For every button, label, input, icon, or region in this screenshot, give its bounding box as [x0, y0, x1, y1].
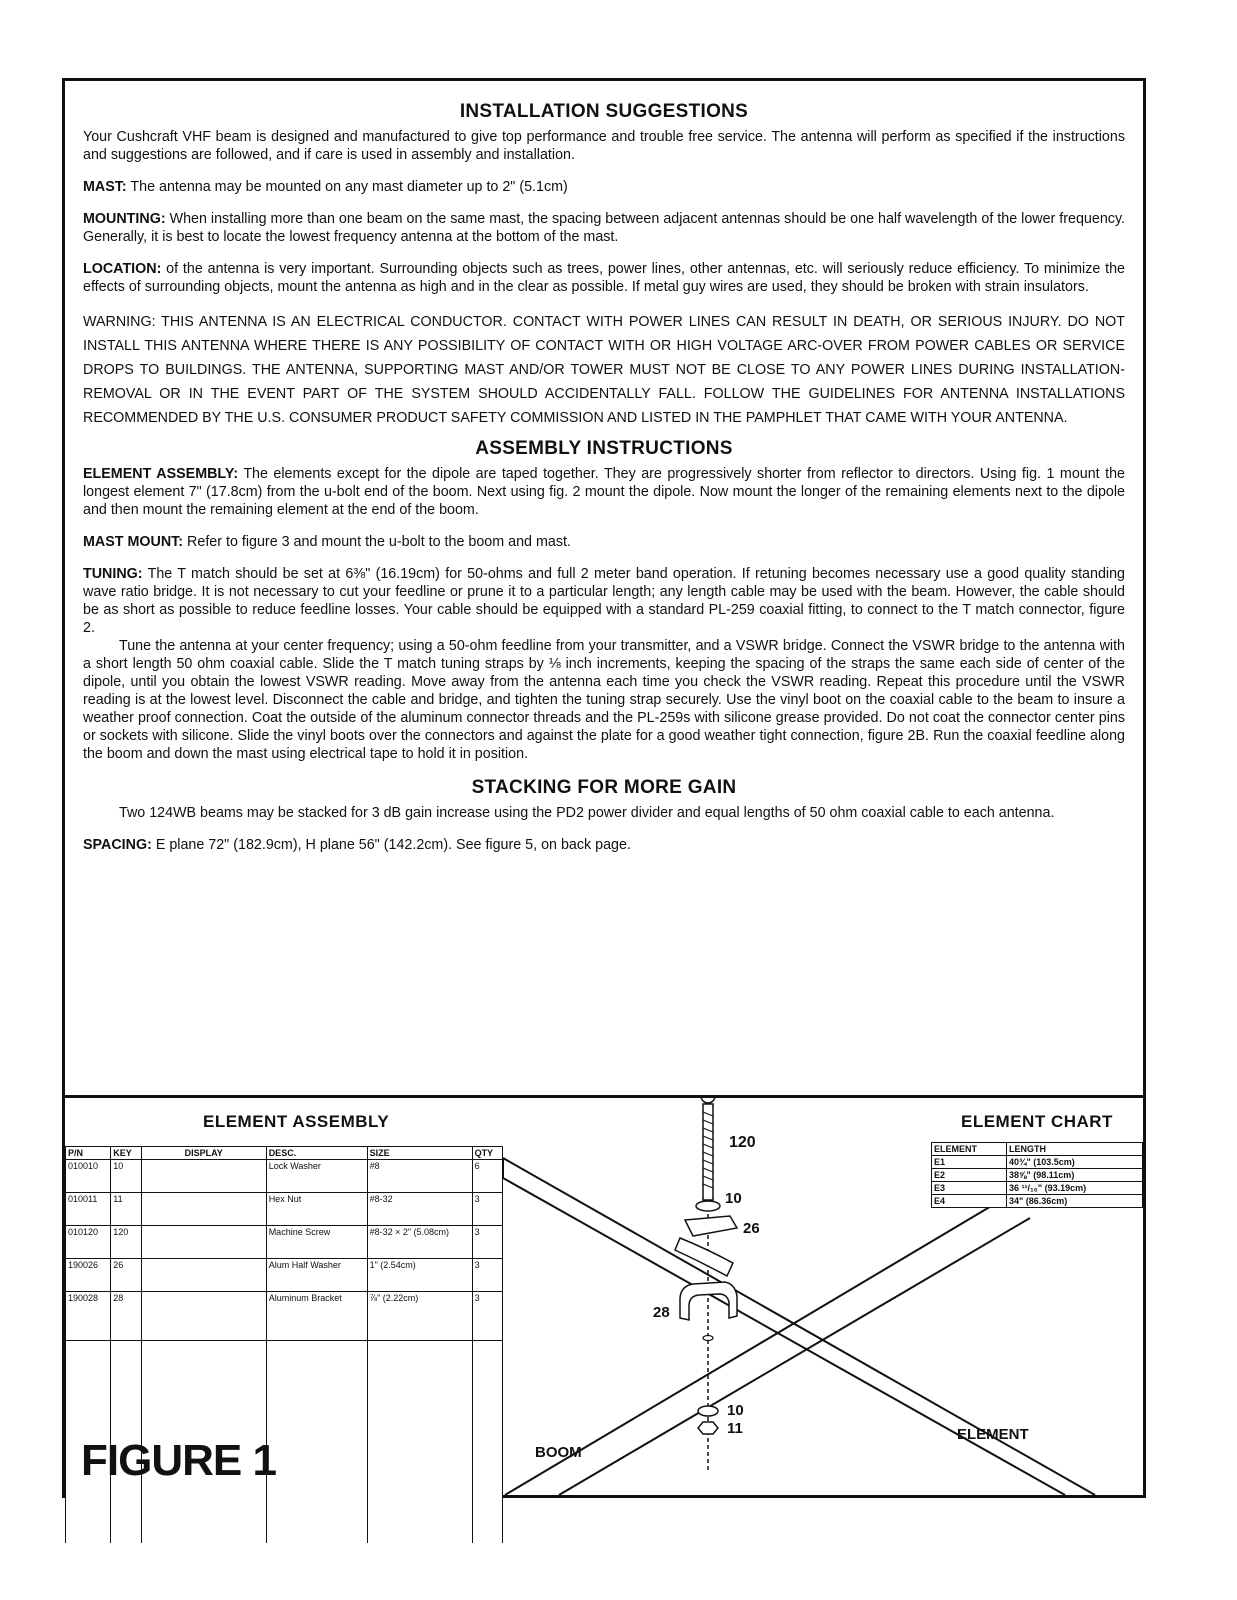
col-qty: QTY: [472, 1147, 502, 1160]
element-assembly-text: The elements except for the dipole are taped together. They are progressively shorter from reflector to directors. Using fig. 1 mount the longest element 7" (17.8cm) from the u-bolt end of the boom. Next using fig. 2 mount the dipole. Now mount the longer of the remaining elements next to the dipole and then mount the remaining element at the end of the boom.: [83, 466, 1125, 518]
pn-cell: 190028: [66, 1292, 111, 1341]
mounting-paragraph: [83, 210, 1125, 246]
qty-cell: 3: [472, 1226, 502, 1259]
mast-mount-text: Refer to figure 3 and mount the u-bolt to the boom and mast.: [183, 534, 571, 550]
element-cell: E4: [932, 1195, 1007, 1208]
half-washer-drawing: [685, 1216, 737, 1236]
qty-cell: 3: [472, 1292, 502, 1341]
boom-drawing: [505, 1205, 1030, 1495]
key-cell: 11: [111, 1193, 141, 1226]
lower-nut-drawing: [698, 1422, 718, 1434]
tuning-text: The T match should be set at 6⅜" (16.19cm) for 50-ohms and full 2 meter band operation. If retuning becomes necessary use a good quality standing wave ratio bridge. It is not necessary to cut your feedline or prune it to a particular length; any length cable may be used with the beam. However, the cable should be as short as possible to reduce feedline losses. Your cable should be equipped with a standard PL-259 coaxial fitting, to connect to the T match connector, figure 2.: [83, 566, 1125, 636]
table-row: [932, 1156, 1143, 1169]
table-row: [932, 1182, 1143, 1195]
spacing-text: E plane 72" (182.9cm), H plane 56" (142.2cm). See figure 5, on back page.: [151, 837, 631, 853]
callout-11: 11: [727, 1420, 743, 1437]
display-cell: [141, 1226, 266, 1259]
desc-cell: Aluminum Bracket: [266, 1292, 367, 1341]
figure-title: FIGURE 1: [81, 1436, 276, 1485]
col-length: LENGTH: [1007, 1143, 1143, 1156]
parts-table-header: [66, 1147, 503, 1160]
key-cell: 26: [111, 1259, 141, 1292]
display-cell: [141, 1160, 266, 1193]
mounting-label: MOUNTING:: [83, 211, 166, 227]
size-cell: ⅞" (2.22cm): [367, 1292, 472, 1341]
pn-cell: 010120: [66, 1226, 111, 1259]
callout-10-lower: 10: [727, 1402, 744, 1419]
spacing-label: SPACING:: [83, 837, 152, 853]
callout-26: 26: [743, 1220, 760, 1237]
mast-text: The antenna may be mounted on any mast diameter up to 2" (5.1cm): [126, 179, 568, 195]
figure-panel: [65, 1098, 1143, 1495]
location-text: of the antenna is very important. Surrounding objects such as trees, power lines, other antennas, etc. will seriously reduce efficiency. To minimize the effects of surrounding objects, mount the antenna as high and in the clear as possible. If metal guy wires are used, they should be broken with strain insulators.: [83, 261, 1125, 295]
col-desc: DESC.: [266, 1147, 367, 1160]
stacking-title: STACKING FOR MORE GAIN: [471, 777, 737, 798]
display-cell: [141, 1259, 266, 1292]
pn-cell: 190026: [66, 1259, 111, 1292]
tuning-paragraph-2: Tune the antenna at your center frequency; using a 50-ohm feedline from your transmitter, and a VSWR bridge. Connect the VSWR bridge to the antenna with a short length 50 ohm coaxial cable. Slide the T match tuning straps by ⅛ inch increments, keeping the spacing of the straps the same each side of center of the dipole, until you obtain the lowest VSWR reading. Move away from the antenna each time you check the VSWR reading. Repeat this procedure until the VSWR reading is at the lowest level. Disconnect the cable and bridge, and tighten the tuning strap securely. Use the vinyl boot on the coaxial cable to the beam to insure a weather proof connection. Coat the outside of the aluminum connector threads and the PL-259s with silicone grease provided. Do not coat the connector center pins or sockets with silicone. Slide the vinyl boots over the connectors and against the plate for a good weather tight connection, figure 2B. Run the coaxial feedline along the boom and down the mast using electrical tape to hold it in position.: [83, 638, 1125, 762]
qty-cell: 6: [472, 1160, 502, 1193]
table-row: [66, 1292, 503, 1341]
size-cell: #8-32 × 2" (5.08cm): [367, 1226, 472, 1259]
element-assembly-title: ELEMENT ASSEMBLY: [203, 1112, 390, 1131]
mast-mount-label: MAST MOUNT:: [83, 534, 184, 550]
tuning-label: TUNING:: [83, 566, 143, 582]
element-cell: E2: [932, 1169, 1007, 1182]
table-row: [932, 1169, 1143, 1182]
assembly-title: ASSEMBLY INSTRUCTIONS: [475, 438, 733, 459]
mast-paragraph: [83, 178, 1125, 196]
display-cell: [141, 1292, 266, 1341]
key-cell: 120: [111, 1226, 141, 1259]
mast-label: MAST:: [83, 179, 127, 195]
stacking-paragraph: Two 124WB beams may be stacked for 3 dB gain increase using the PD2 power divider and equal lengths of 50 ohm coaxial cable to each antenna.: [119, 805, 1055, 821]
location-label: LOCATION:: [83, 261, 162, 277]
qty-cell: 3: [472, 1193, 502, 1226]
document-frame: [62, 78, 1146, 1498]
col-size: SIZE: [367, 1147, 472, 1160]
element-chart-table: [931, 1142, 1143, 1208]
callout-120: 120: [729, 1134, 756, 1151]
mounting-text: When installing more than one beam on the same mast, the spacing between adjacent antennas should be one half wavelength of the lower frequency. Generally, it is best to locate the lowest frequency antenna at the bottom of the mast.: [83, 211, 1125, 245]
tuning-paragraph: [83, 565, 1125, 637]
desc-cell: Hex Nut: [266, 1193, 367, 1226]
element-assembly-paragraph: [83, 465, 1125, 519]
length-cell: 40¾" (103.5cm): [1007, 1156, 1143, 1169]
lower-washer-drawing: [698, 1406, 718, 1416]
chart-table-header: [932, 1143, 1143, 1156]
location-paragraph: [83, 260, 1125, 296]
spacing-paragraph: [83, 836, 1125, 854]
length-cell: 34" (86.36cm): [1007, 1195, 1143, 1208]
callout-10-upper: 10: [725, 1190, 742, 1207]
col-element: ELEMENT: [932, 1143, 1007, 1156]
element-assembly-label: ELEMENT ASSEMBLY:: [83, 466, 239, 482]
callout-28: 28: [653, 1304, 670, 1321]
size-cell: 1" (2.54cm): [367, 1259, 472, 1292]
lower-hole-drawing: [703, 1336, 713, 1341]
table-row: [66, 1259, 503, 1292]
element-cell: E1: [932, 1156, 1007, 1169]
table-row: [66, 1160, 503, 1193]
desc-cell: Machine Screw: [266, 1226, 367, 1259]
element-sleeve-drawing: [675, 1238, 733, 1276]
washer-drawing: [696, 1201, 720, 1211]
boom-label: BOOM: [535, 1444, 582, 1461]
element-label: ELEMENT: [957, 1426, 1029, 1443]
warning-paragraph: WARNING: THIS ANTENNA IS AN ELECTRICAL CONDUCTOR. CONTACT WITH POWER LINES CAN RESULT IN DEATH, OR SERIOUS INJURY. DO NOT INSTALL THIS ANTENNA WHERE THERE IS ANY POSSIBILITY OF CONTACT WITH OR HIGH VOLTAGE ARC-OVER FROM POWER CABLES OR SERVICE DROPS TO BUILDINGS. THE ANTENNA, SUPPORTING MAST AND/OR TOWER MUST NOT BE CLOSE TO ANY POWER LINES DURING INSTALLATION-REMOVAL OR IN THE EVENT PART OF THE SYSTEM SHOULD ACCIDENTALLY FALL. FOLLOW THE GUIDELINES FOR ANTENNA INSTALLATIONS RECOMMENDED BY THE U.S. CONSUMER PRODUCT SAFETY COMMISSION AND LISTED IN THE PAMPHLET THAT CAME WITH YOUR ANTENNA.: [83, 314, 1125, 426]
key-cell: 28: [111, 1292, 141, 1341]
table-row: [932, 1195, 1143, 1208]
mast-mount-paragraph: [83, 533, 1125, 551]
size-cell: #8-32: [367, 1193, 472, 1226]
element-cell: E3: [932, 1182, 1007, 1195]
text-panel: [65, 81, 1143, 1095]
length-cell: 36 ¹¹/₁₆" (93.19cm): [1007, 1182, 1143, 1195]
col-key: KEY: [111, 1147, 141, 1160]
pn-cell: 010010: [66, 1160, 111, 1193]
desc-cell: Lock Washer: [266, 1160, 367, 1193]
table-row: [66, 1193, 503, 1226]
display-cell: [141, 1193, 266, 1226]
col-display: DISPLAY: [141, 1147, 266, 1160]
key-cell: 10: [111, 1160, 141, 1193]
col-pn: P/N: [66, 1147, 111, 1160]
length-cell: 38⅝" (98.11cm): [1007, 1169, 1143, 1182]
size-cell: #8: [367, 1160, 472, 1193]
pn-cell: 010011: [66, 1193, 111, 1226]
element-chart-title: ELEMENT CHART: [961, 1112, 1113, 1131]
desc-cell: Alum Half Washer: [266, 1259, 367, 1292]
qty-cell: 3: [472, 1259, 502, 1292]
installation-intro: Your Cushcraft VHF beam is designed and manufactured to give top performance and trouble free service. The antenna will perform as specified if the instructions and suggestions are followed, and if care is used in assembly and installation.: [83, 129, 1125, 163]
installation-title: INSTALLATION SUGGESTIONS: [459, 101, 749, 122]
table-row: [66, 1226, 503, 1259]
